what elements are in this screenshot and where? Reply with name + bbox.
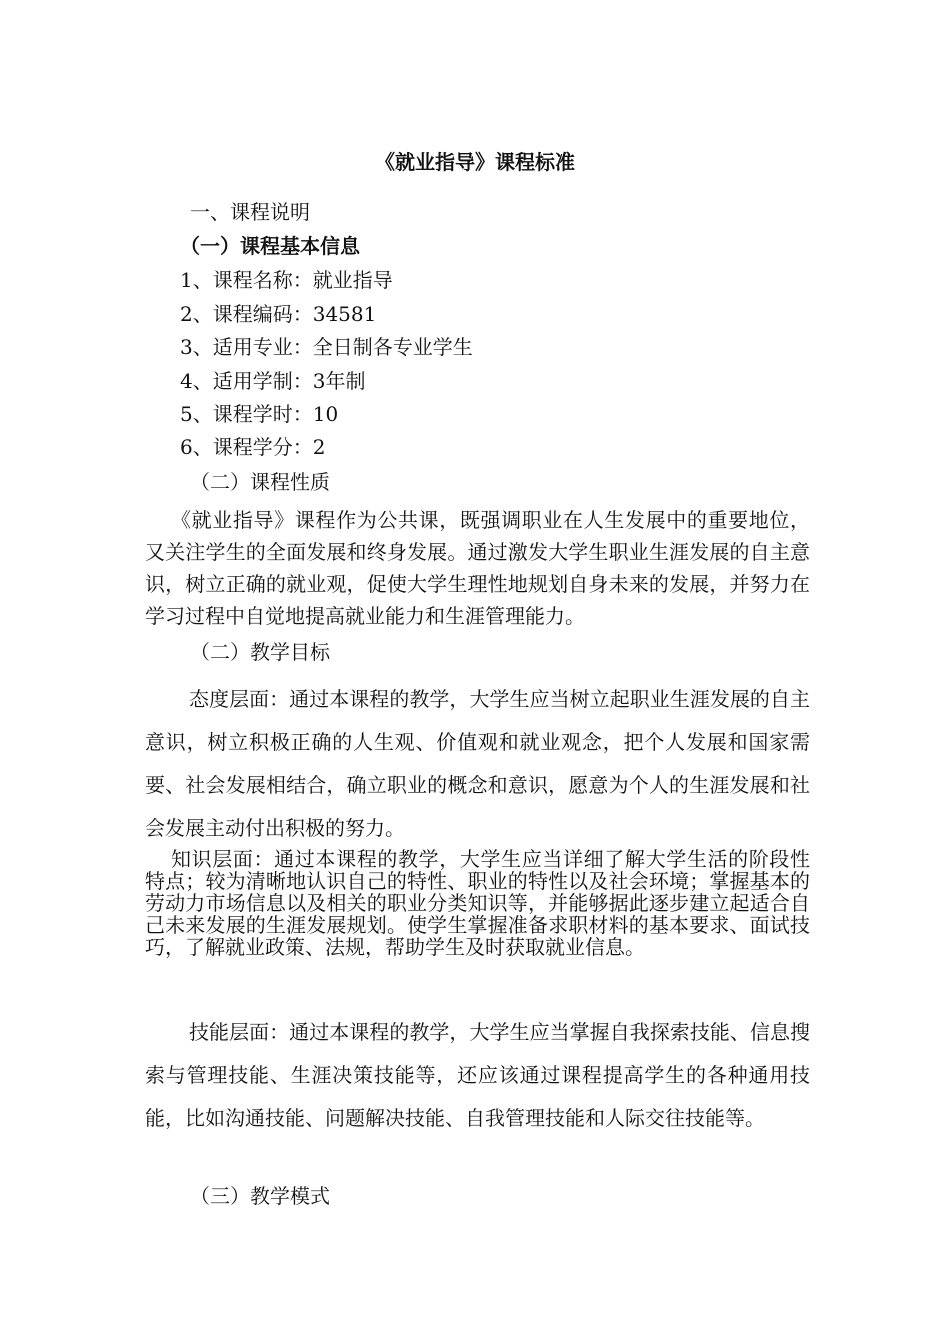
subsection-heading-teaching-mode: （三）教学模式 [190,1184,330,1208]
info-item-credits: 6、课程学分：2 [180,435,326,459]
paragraph-goal-attitude: 态度层面：通过本课程的教学，大学生应当树立起职业生涯发展的自主意识，树立积极正确的人生观、价值观和就业观念，把个人发展和国家需要、社会发展相结合，确立职业的概念和意识，愿意为个人的生涯发展和社会发展主动付出积极的努力。 [145,687,810,840]
subsection-heading-basic-info: （一）课程基本信息 [180,234,360,258]
paragraph-course-nature: 《就业指导》课程作为公共课，既强调职业在人生发展中的重要地位，又关注学生的全面发展和终身发展。通过激发大学生职业生涯发展的自主意识，树立正确的就业观，促使大学生理性地规划自身未来的发展，并努力在学习过程中自觉地提高就业能力和生涯管理能力。 [145,508,810,628]
info-item-major: 3、适用专业：全日制各专业学生 [180,335,473,359]
subsection-heading-teaching-goals: （二）教学目标 [190,640,330,664]
info-item-hours: 5、课程学时：10 [180,402,339,426]
subsection-heading-nature: （二）课程性质 [190,470,330,494]
paragraph-goal-knowledge: 知识层面：通过本课程的教学，大学生应当详细了解大学生活的阶段性特点；较为清晰地认识自己的特性、职业的特性以及社会环境；掌握基本的劳动力市场信息以及相关的职业分类知识等，并能够据此逐步建立起适合自己未来发展的生涯发展规划。使学生掌握准备求职材料的基本要求、面试技巧，了解就业政策、法规，帮助学生及时获取就业信息。 [145,847,810,959]
info-item-course-code: 2、课程编码：34581 [180,302,377,326]
paragraph-goal-skill: 技能层面：通过本课程的教学，大学生应当掌握自我探索技能、信息搜索与管理技能、生涯决策技能等，还应该通过课程提高学生的各种通用技能，比如沟通技能、问题解决技能、自我管理技能和人际交往技能等。 [145,1020,810,1130]
info-item-course-name: 1、课程名称：就业指导 [180,268,393,292]
document-title: 《就业指导》课程标准 [375,150,575,174]
section-heading-course-description: 一、课程说明 [190,200,310,224]
info-item-duration: 4、适用学制：3年制 [180,369,366,393]
